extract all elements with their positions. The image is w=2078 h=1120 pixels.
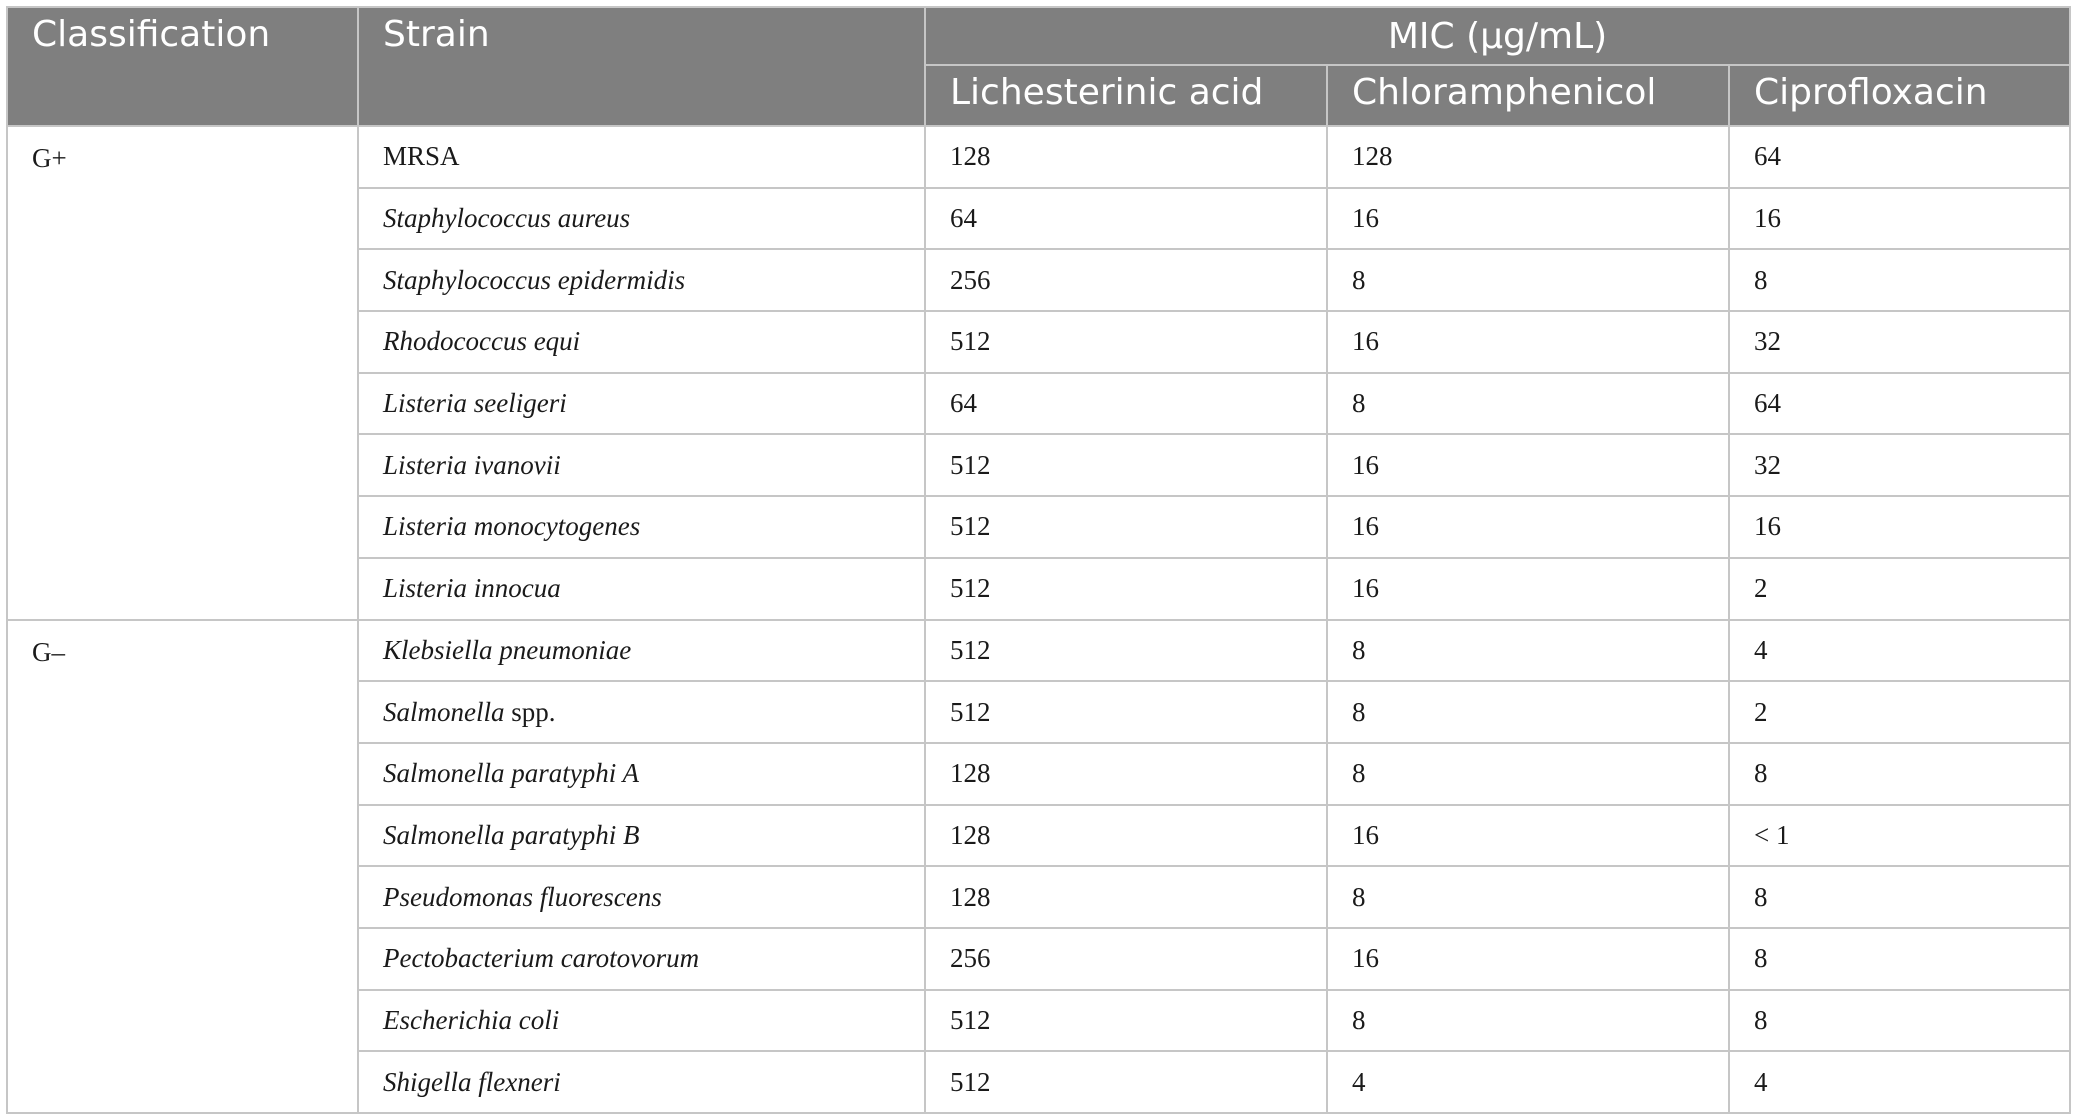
strain-cell (358, 743, 925, 805)
ciprofloxacin-value: 2 (1729, 558, 2070, 620)
lichesterinic-acid-value: 512 (925, 990, 1327, 1052)
chloramphenicol-value: 8 (1327, 990, 1729, 1052)
strain-suffix: spp. (504, 696, 556, 727)
ciprofloxacin-value: 32 (1729, 311, 2070, 373)
chloramphenicol-value: 4 (1327, 1051, 1729, 1113)
header-ciprofloxacin: Ciprofloxacin (1729, 65, 2070, 126)
classification-cell: G+ (7, 126, 358, 620)
lichesterinic-acid-value: 64 (925, 373, 1327, 435)
ciprofloxacin-value: 32 (1729, 434, 2070, 496)
strain-name: Salmonella paratyphi A (383, 758, 639, 789)
chloramphenicol-value: 8 (1327, 373, 1729, 435)
chloramphenicol-value: 8 (1327, 249, 1729, 311)
strain-cell (358, 928, 925, 990)
chloramphenicol-value: 8 (1327, 743, 1729, 805)
ciprofloxacin-value: 8 (1729, 743, 2070, 805)
lichesterinic-acid-value: 512 (925, 496, 1327, 558)
strain-name: MRSA (383, 141, 460, 172)
chloramphenicol-value: 16 (1327, 928, 1729, 990)
lichesterinic-acid-value: 512 (925, 681, 1327, 743)
strain-cell (358, 558, 925, 620)
lichesterinic-acid-value: 256 (925, 249, 1327, 311)
lichesterinic-acid-value: 64 (925, 188, 1327, 250)
ciprofloxacin-value: 4 (1729, 620, 2070, 682)
ciprofloxacin-value: 16 (1729, 496, 2070, 558)
lichesterinic-acid-value: 128 (925, 866, 1327, 928)
ciprofloxacin-value: 8 (1729, 990, 2070, 1052)
strain-name: Staphylococcus epidermidis (383, 264, 686, 295)
table-row (7, 126, 2070, 188)
lichesterinic-acid-value: 512 (925, 1051, 1327, 1113)
table-row (7, 620, 2070, 682)
ciprofloxacin-value: 2 (1729, 681, 2070, 743)
chloramphenicol-value: 8 (1327, 681, 1729, 743)
table-header (7, 7, 2070, 126)
strain-cell (358, 1051, 925, 1113)
strain-cell (358, 620, 925, 682)
lichesterinic-acid-value: 128 (925, 126, 1327, 188)
strain-name: Pectobacterium carotovorum (383, 943, 700, 974)
chloramphenicol-value: 16 (1327, 496, 1729, 558)
strain-cell (358, 805, 925, 867)
ciprofloxacin-value: 4 (1729, 1051, 2070, 1113)
ciprofloxacin-value: 64 (1729, 126, 2070, 188)
chloramphenicol-value: 16 (1327, 311, 1729, 373)
strain-cell (358, 249, 925, 311)
strain-name: Salmonella paratyphi B (383, 819, 640, 850)
header-strain: Strain (358, 7, 925, 126)
ciprofloxacin-value: 8 (1729, 928, 2070, 990)
strain-cell (358, 373, 925, 435)
classification-cell: G– (7, 620, 358, 1114)
lichesterinic-acid-value: 512 (925, 311, 1327, 373)
strain-name: Listeria ivanovii (383, 449, 561, 480)
strain-name: Listeria innocua (383, 573, 561, 604)
strain-name: Pseudomonas fluorescens (383, 881, 662, 912)
chloramphenicol-value: 8 (1327, 620, 1729, 682)
strain-name: Listeria monocytogenes (383, 511, 641, 542)
lichesterinic-acid-value: 128 (925, 743, 1327, 805)
lichesterinic-acid-value: 128 (925, 805, 1327, 867)
ciprofloxacin-value: 8 (1729, 866, 2070, 928)
ciprofloxacin-value: 16 (1729, 188, 2070, 250)
mic-table (6, 6, 2071, 1114)
strain-cell (358, 188, 925, 250)
strain-cell (358, 126, 925, 188)
strain-name: Klebsiella pneumoniae (383, 634, 632, 665)
strain-name: Salmonella (383, 696, 505, 727)
table-body (7, 126, 2070, 1113)
strain-name: Rhodococcus equi (383, 326, 581, 357)
lichesterinic-acid-value: 512 (925, 620, 1327, 682)
chloramphenicol-value: 16 (1327, 558, 1729, 620)
chloramphenicol-value: 8 (1327, 866, 1729, 928)
lichesterinic-acid-value: 512 (925, 558, 1327, 620)
lichesterinic-acid-value: 512 (925, 434, 1327, 496)
strain-name: Shigella flexneri (383, 1066, 561, 1097)
strain-cell (358, 434, 925, 496)
chloramphenicol-value: 128 (1327, 126, 1729, 188)
header-chloramphenicol: Chloramphenicol (1327, 65, 1729, 126)
header-lichesterinic-acid: Lichesterinic acid (925, 65, 1327, 126)
strain-cell (358, 496, 925, 558)
strain-cell (358, 681, 925, 743)
strain-cell (358, 311, 925, 373)
lichesterinic-acid-value: 256 (925, 928, 1327, 990)
strain-name: Escherichia coli (383, 1004, 560, 1035)
ciprofloxacin-value: < 1 (1729, 805, 2070, 867)
header-classification: Classification (7, 7, 358, 126)
strain-cell (358, 866, 925, 928)
strain-name: Listeria seeligeri (383, 388, 567, 419)
ciprofloxacin-value: 8 (1729, 249, 2070, 311)
chloramphenicol-value: 16 (1327, 434, 1729, 496)
strain-cell (358, 990, 925, 1052)
chloramphenicol-value: 16 (1327, 805, 1729, 867)
strain-name: Staphylococcus aureus (383, 203, 631, 234)
header-mic-group: MIC (μg/mL) (925, 7, 2070, 65)
chloramphenicol-value: 16 (1327, 188, 1729, 250)
ciprofloxacin-value: 64 (1729, 373, 2070, 435)
